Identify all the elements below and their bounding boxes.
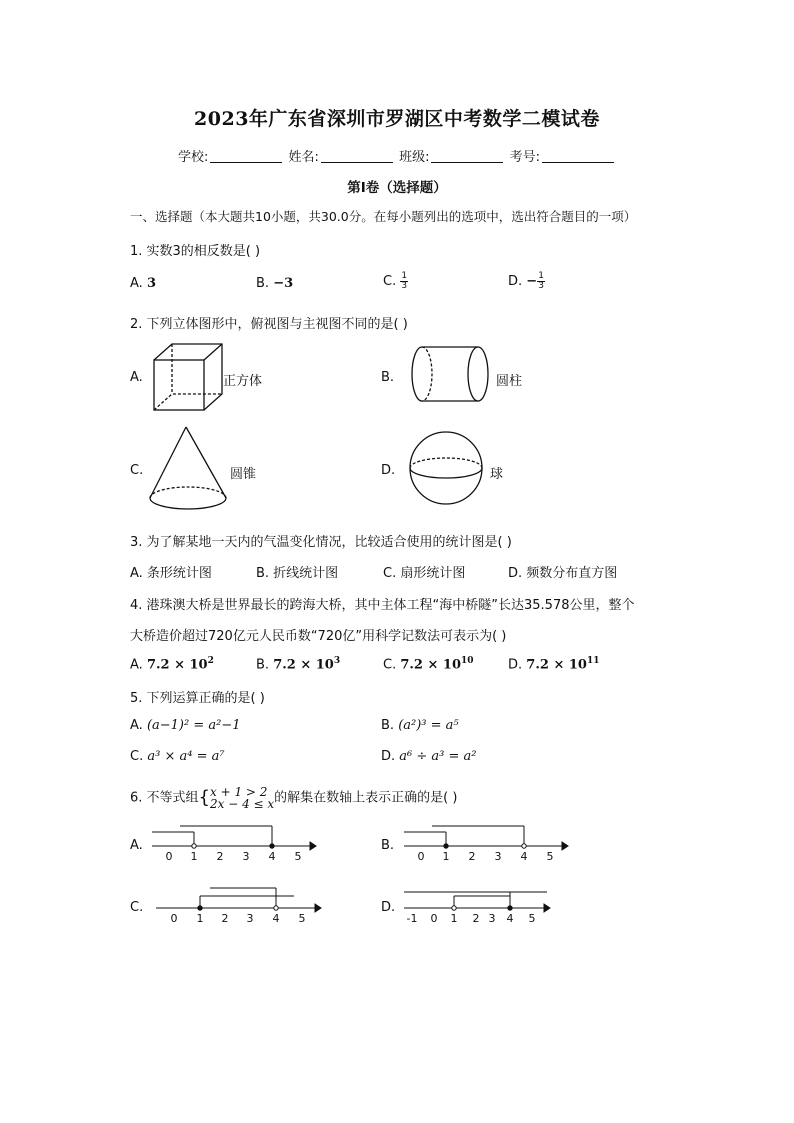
q3-option-b[interactable]: B. 折线统计图 xyxy=(256,566,339,581)
brace: { xyxy=(198,787,210,808)
open-point xyxy=(192,844,196,848)
solid-point xyxy=(270,844,274,848)
tick-labels-a xyxy=(166,850,302,863)
tick-label: 2 xyxy=(472,912,480,925)
tick-label: 3 xyxy=(494,850,502,863)
tick-label: 1 xyxy=(190,850,198,863)
q1-option-c[interactable]: C. $\frac{1}{3}$ xyxy=(383,271,408,291)
number-line-d xyxy=(402,884,562,928)
q1-option-a[interactable]: A. 3 xyxy=(130,276,156,291)
tick-labels-d xyxy=(407,912,536,925)
sphere-label: 球 xyxy=(490,467,504,482)
sphere-figure xyxy=(408,430,484,506)
q6-option-b[interactable]: B. xyxy=(381,838,395,853)
tick-label: 4 xyxy=(272,912,280,925)
tick-label: 0 xyxy=(165,850,173,863)
q4-option-a[interactable]: A. $7.2 \times 10^2$ xyxy=(130,656,214,673)
q3-stem: 3. 为了解某地一天内的气温变化情况，比较适合使用的统计图是( ) xyxy=(130,535,512,550)
tick-labels-c xyxy=(171,912,306,925)
fraction: $\frac{1}{3}$ xyxy=(401,271,408,291)
tick-label: 3 xyxy=(488,912,496,925)
tick-label: 3 xyxy=(246,912,254,925)
tick-label: 0 xyxy=(417,850,425,863)
cone-figure xyxy=(146,424,230,514)
q2-option-d[interactable]: D. xyxy=(381,463,396,478)
q6-option-c[interactable]: C. xyxy=(130,900,144,915)
q5-option-c[interactable]: C. a³ × a⁴ = a⁷ xyxy=(130,749,225,764)
exam-no-blank[interactable] xyxy=(542,150,614,163)
q1-option-d[interactable]: D. − $\frac{1}{3}$ xyxy=(508,271,544,291)
q2-option-c[interactable]: C. xyxy=(130,463,144,478)
q1-stem: 1. 实数3的相反数是( ) xyxy=(130,244,261,259)
class-label: 班级: xyxy=(399,150,430,165)
exam-no-label: 考号: xyxy=(509,150,540,165)
class-blank[interactable] xyxy=(431,150,503,163)
tick-label: 0 xyxy=(430,912,438,925)
q5-option-b[interactable]: B. (a²)³ = a⁵ xyxy=(381,718,459,733)
q2-option-b[interactable]: B. xyxy=(381,370,395,385)
axis-arrow xyxy=(562,842,568,850)
open-point xyxy=(522,844,526,848)
section-heading: 一、选择题（本大题共10小题，共30.0分。在每小题列出的选项中，选出符合题目的一项） xyxy=(130,209,637,224)
solid-point xyxy=(198,906,202,910)
q3-option-c[interactable]: C. 扇形统计图 xyxy=(383,566,466,581)
axis-arrow xyxy=(544,904,550,912)
q3-option-a[interactable]: A. 条形统计图 xyxy=(130,566,212,581)
q2-stem: 2. 下列立体图形中，俯视图与主视图不同的是( ) xyxy=(130,317,408,332)
q5-option-d[interactable]: D. a⁶ ÷ a³ = a² xyxy=(381,749,477,764)
name-blank[interactable] xyxy=(321,150,393,163)
tick-label: 5 xyxy=(298,912,306,925)
open-point xyxy=(274,906,278,910)
q1-option-b[interactable]: B. −3 xyxy=(256,276,294,291)
axis-arrow xyxy=(315,904,321,912)
q5-option-a[interactable]: A. (a−1)² = a²−1 xyxy=(130,718,241,733)
tick-label: -1 xyxy=(406,912,418,925)
q4-option-d[interactable]: D. $7.2 \times 10^{11}$ xyxy=(508,656,600,673)
q2-option-a[interactable]: A. xyxy=(130,370,143,385)
tick-label: 1 xyxy=(450,912,458,925)
exam-title: 2023年广东省深圳市罗湖区中考数学二模试卷 xyxy=(194,108,600,130)
school-blank[interactable] xyxy=(210,150,282,163)
tick-label: 4 xyxy=(506,912,514,925)
tick-label: 5 xyxy=(546,850,554,863)
fraction: $\frac{1}{3}$ xyxy=(538,271,544,291)
number-line-a xyxy=(150,822,320,866)
name-label: 姓名: xyxy=(288,150,319,165)
axis-arrow xyxy=(310,842,316,850)
tick-label: 2 xyxy=(221,912,229,925)
q6-option-d[interactable]: D. xyxy=(381,900,396,915)
q4-stem-line2: 大桥造价超过720亿元人民币数“720亿”用科学记数法可表示为( ) xyxy=(130,629,507,644)
cylinder-label: 圆柱 xyxy=(496,374,523,389)
cube-label: 正方体 xyxy=(223,374,263,389)
solid-point xyxy=(508,906,512,910)
tick-label: 4 xyxy=(520,850,528,863)
tick-label: 5 xyxy=(528,912,536,925)
tick-label: 1 xyxy=(442,850,450,863)
part-heading: 第I卷（选择题） xyxy=(347,180,447,196)
cylinder-figure xyxy=(408,343,492,405)
cone-label: 圆锥 xyxy=(230,467,257,482)
tick-label: 5 xyxy=(294,850,302,863)
q4-stem-line1: 4. 港珠澳大桥是世界最长的跨海大桥，其中主体工程“海中桥隧”长达35.578公里，整个 xyxy=(130,598,635,613)
q5-stem: 5. 下列运算正确的是( ) xyxy=(130,691,265,706)
q4-option-b[interactable]: B. $7.2 \times 10^3$ xyxy=(256,656,341,673)
number-line-b xyxy=(402,822,572,866)
inequality-system: x + 1 > 2 2x − 4 ≤ x xyxy=(210,785,275,811)
number-line-c xyxy=(150,884,325,928)
student-info-line xyxy=(0,146,794,165)
tick-label: 2 xyxy=(468,850,476,863)
tick-label: 2 xyxy=(216,850,224,863)
q4-option-c[interactable]: C. $7.2 \times 10^{10}$ xyxy=(383,656,474,673)
tick-label: 0 xyxy=(170,912,178,925)
q3-option-d[interactable]: D. 频数分布直方图 xyxy=(508,566,618,581)
tick-label: 4 xyxy=(268,850,276,863)
q6-option-a[interactable]: A. xyxy=(130,838,143,853)
cube-figure xyxy=(150,340,225,415)
tick-label: 3 xyxy=(242,850,250,863)
tick-labels-b xyxy=(418,850,554,863)
q6-stem: 6. 不等式组{ x + 1 > 2 2x − 4 ≤ x 的解集在数轴上表示正确的是( ) xyxy=(130,785,458,811)
solid-point xyxy=(444,844,448,848)
school-label: 学校: xyxy=(178,150,209,165)
open-point xyxy=(452,906,456,910)
tick-label: 1 xyxy=(196,912,204,925)
